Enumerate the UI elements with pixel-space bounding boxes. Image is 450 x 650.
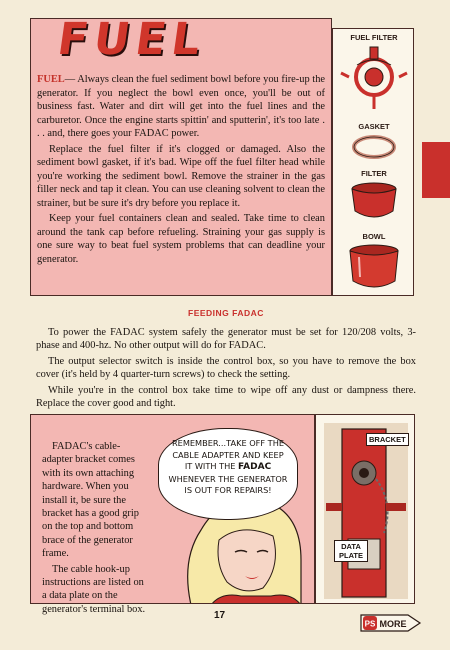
feeding-fadac-heading: FEEDING FADAC (188, 308, 264, 318)
bracket-label: BRACKET (366, 433, 409, 446)
bubble-line-c: WHENEVER THE GENERATOR IS OUT FOR REPAIRS! (168, 473, 288, 496)
chapter-tab (422, 142, 450, 198)
feeding-text (36, 326, 416, 412)
bracket-paragraph-2: The cable hook-up instructions are listed on a data plate on the generator's terminal box. (42, 563, 146, 615)
fuel-paragraph-1-text: — Always clean the fuel sediment bowl before you fire-up the generator. If you neglect the bowl even once, you'll be out of business fast. Water and dirt will get into the fuel lines and the carburetor. Once the engine starts spittin' and sputterin', it's too late . . . and, there goes your FADAC power. (37, 74, 325, 139)
feeding-paragraph-2: The output selector switch is inside the control box, so you have to remove the box cover (it's held by 4 quarter-turn screws) to check the setting. (36, 355, 416, 381)
bowl-label: BOWL (362, 232, 386, 241)
fuel-filter-assembly-icon (339, 43, 409, 113)
fuel-parts-panel (332, 28, 414, 296)
data-plate-label: DATA PLATE (334, 540, 368, 562)
fuel-paragraph-2: Replace the fuel filter if it's clogged or damaged. Also the sediment bowl gasket, if it's bad. Wipe off the fuel filter head while you're working the sediment bowl. Remove the strainer in the gas filler neck and tap it clean. You can use cleaning solvent to clean the strainer, but be sure it's dry before you replace it. (37, 143, 325, 209)
bracket-paragraph-1: FADAC's cable-adapter bracket comes with its own attaching hardware. When you install it, be sure the bracket has a good grip on the top and bottom brace of the generator frame. (42, 441, 139, 560)
gasket-icon (351, 133, 397, 161)
gasket-label: GASKET (358, 122, 390, 131)
fuel-paragraph-3: Keep your fuel containers clean and sealed. Take time to clean around the tank cap before refueling. Straining your gas supply is one sure way to beat fuel system problems that can deadline your generator. (37, 213, 325, 265)
ps-logo-text: PS (364, 619, 376, 629)
filter-icon (347, 181, 401, 225)
feeding-paragraph-3: While you're in the control box take time to wipe off any dust or dampness there. Replace the cover good and tight. (36, 384, 416, 410)
feeding-paragraph-1: To power the FADAC system safely the generator must be set for 120/208 volts, 3-phase and 400-hz. No other output will do for FADAC. (36, 327, 416, 352)
filter-label: FILTER (361, 169, 387, 178)
bowl-icon (345, 243, 403, 293)
fuel-text (37, 73, 325, 268)
more-label: MORE (379, 619, 407, 629)
more-arrow-icon[interactable] (360, 612, 422, 634)
page-title: FUEL (54, 14, 210, 65)
bracket-text (42, 440, 148, 618)
fuel-filter-label: FUEL FILTER (350, 33, 398, 42)
bubble-fadac: FADAC (238, 462, 272, 473)
bubble-line-a: REMEMBER...TAKE OFF THE CABLE ADAPTER AND KEEP IT WITH THE (171, 438, 285, 472)
fuel-paragraph-1 (37, 73, 325, 141)
speech-bubble-text (168, 438, 288, 497)
generator-bracket-icon (324, 423, 408, 599)
fuel-lead: FUEL (37, 74, 65, 85)
page-number: 17 (214, 610, 226, 621)
